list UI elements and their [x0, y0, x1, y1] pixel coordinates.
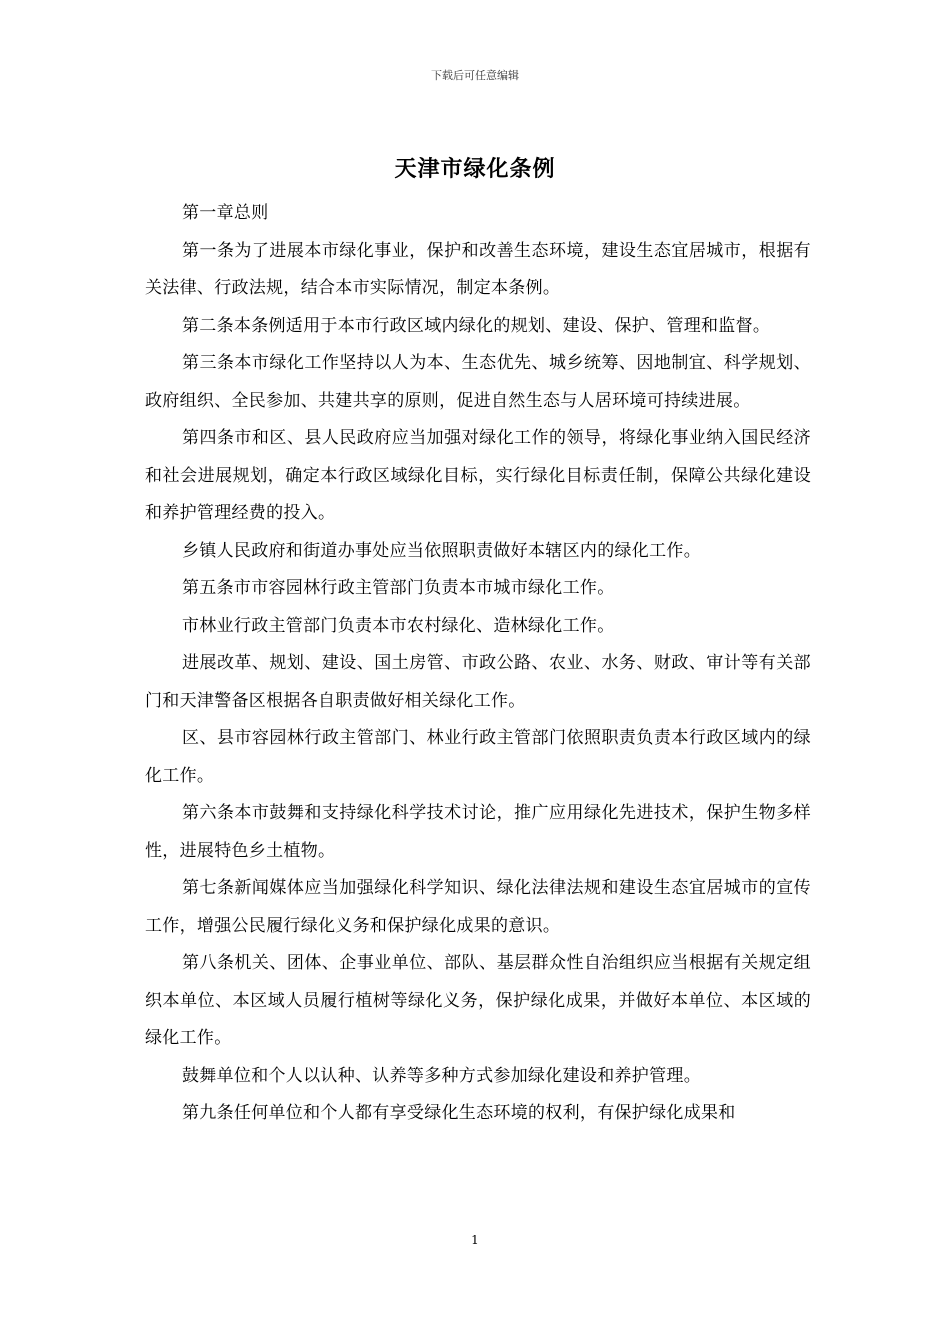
- paragraph-article-3: 第三条本市绿化工作坚持以人为本、生态优先、城乡统筹、因地制宜、科学规划、政府组织、全民参加、共建共享的原则，促进自然生态与人居环境可持续进展。: [145, 353, 811, 411]
- paragraph-article-4: 第四条市和区、县人民政府应当加强对绿化工作的领导，将绿化事业纳入国民经济和社会进展规划，确定本行政区域绿化目标，实行绿化目标责任制，保障公共绿化建设和养护管理经费的投入。: [145, 428, 811, 523]
- paragraph-article-5-districts: 区、县市容园林行政主管部门、林业行政主管部门依照职责负责本行政区域内的绿化工作。: [145, 728, 811, 786]
- paragraph-article-7: 第七条新闻媒体应当加强绿化科学知识、绿化法律法规和建设生态宜居城市的宣传工作，增强公民履行绿化义务和保护绿化成果的意识。: [145, 878, 811, 936]
- paragraph-article-4-cont: 乡镇人民政府和街道办事处应当依照职责做好本辖区内的绿化工作。: [182, 540, 701, 561]
- paragraph-article-2: 第二条本条例适用于本市行政区域内绿化的规划、建设、保护、管理和监督。: [182, 315, 771, 336]
- paragraph-article-8: 第八条机关、团体、企事业单位、部队、基层群众性自治组织应当根据有关规定组织本单位、本区域人员履行植树等绿化义务，保护绿化成果，并做好本单位、本区域的绿化工作。: [145, 953, 811, 1048]
- paragraph-article-1: 第一条为了进展本市绿化事业，保护和改善生态环境，建设生态宜居城市，根据有关法律、行政法规，结合本市实际情况，制定本条例。: [145, 240, 811, 298]
- paragraph-article-8-cont: 鼓舞单位和个人以认种、认养等多种方式参加绿化建设和养护管理。: [182, 1065, 701, 1086]
- document-title: 天津市绿化条例: [394, 156, 556, 182]
- paragraph-article-5-forestry: 市林业行政主管部门负责本市农村绿化、造林绿化工作。: [182, 615, 615, 636]
- header-note: 下载后可任意编辑: [431, 69, 519, 82]
- paragraph-article-5-departments: 进展改革、规划、建设、国土房管、市政公路、农业、水务、财政、审计等有关部门和天津警备区根据各自职责做好相关绿化工作。: [145, 653, 811, 711]
- paragraph-article-5: 第五条市市容园林行政主管部门负责本市城市绿化工作。: [182, 578, 615, 598]
- document-body: [145, 195, 811, 1133]
- paragraph-article-6: 第六条本市鼓舞和支持绿化科学技术讨论，推广应用绿化先进技术，保护生物多样性，进展特色乡土植物。: [145, 803, 811, 861]
- paragraph-chapter-heading: 第一章总则: [182, 203, 269, 223]
- page-number: 1: [471, 1233, 479, 1247]
- paragraph-article-9: 第九条任何单位和个人都有享受绿化生态环境的权利，有保护绿化成果和: [182, 1103, 736, 1123]
